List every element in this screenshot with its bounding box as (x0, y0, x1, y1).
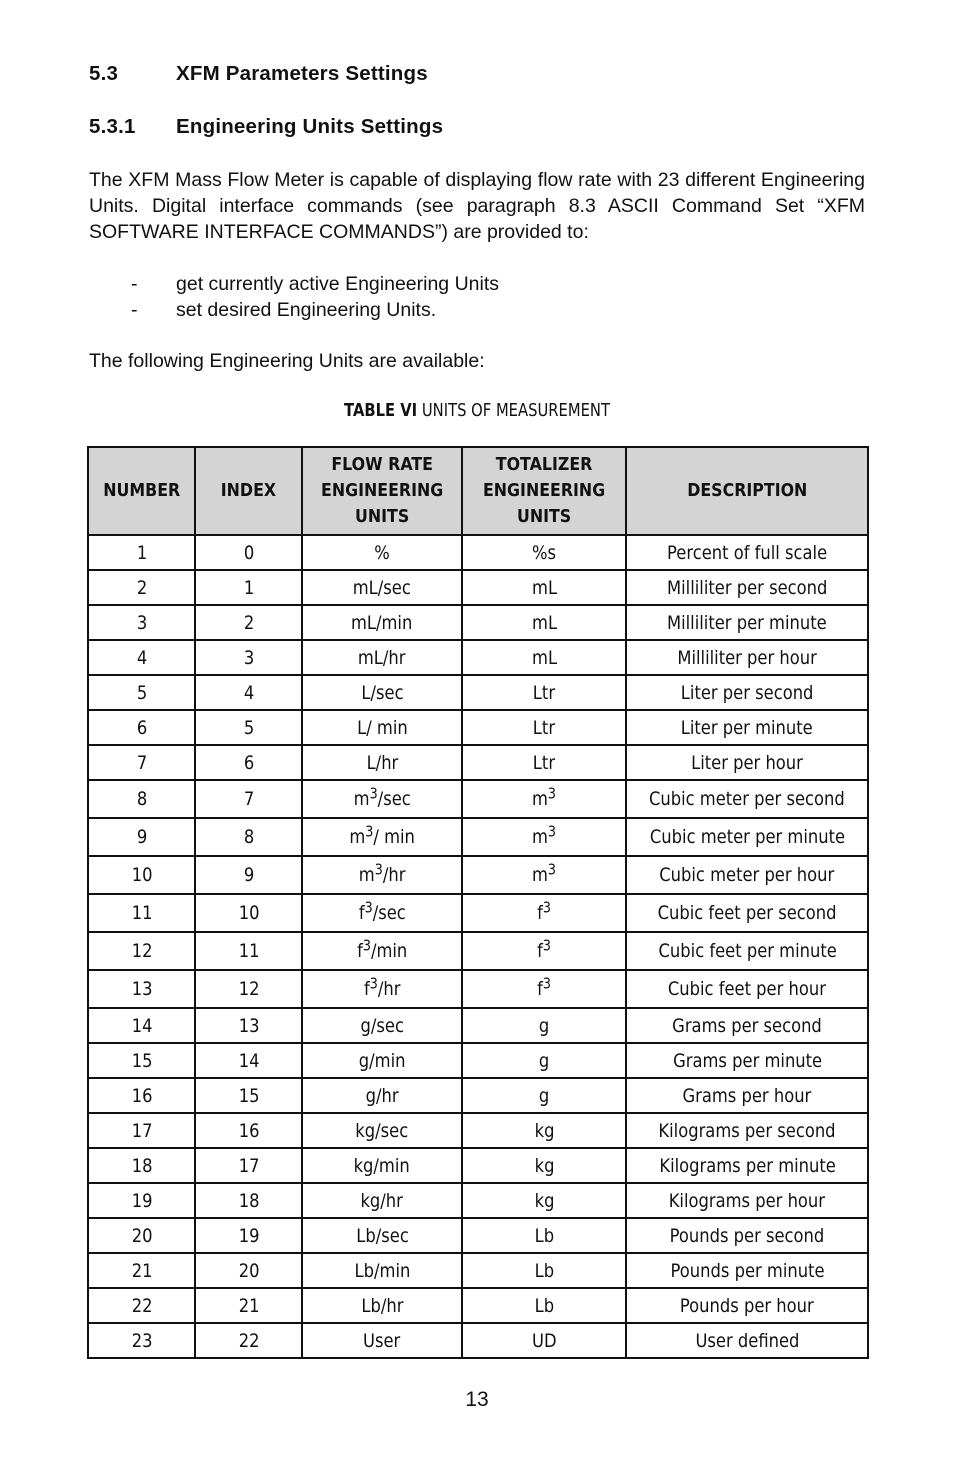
cell-flow-rate-units: $m^3/$ min (302, 818, 462, 856)
cell-number: 4 (88, 640, 195, 675)
cell-number: 5 (88, 675, 195, 710)
cell-index: 6 (195, 745, 302, 780)
table-row (88, 1078, 868, 1113)
cell-number: 18 (88, 1148, 195, 1183)
table-row (88, 605, 868, 640)
table-row (88, 710, 868, 745)
cell-index: 5 (195, 710, 302, 745)
cell-flow-rate-units: L/ min (302, 710, 462, 745)
cell-number: 3 (88, 605, 195, 640)
cell-description: Kilograms per second (626, 1113, 868, 1148)
available-units-paragraph: The following Engineering Units are available: (89, 350, 485, 372)
cell-totalizer-units: Lb (462, 1288, 626, 1323)
list-item-text: set desired Engineering Units. (176, 299, 437, 321)
cell-number: 14 (88, 1008, 195, 1043)
cell-description: Grams per hour (626, 1078, 868, 1113)
subsection-title: Engineering Units Settings (176, 115, 444, 138)
cell-flow-rate-units: L/sec (302, 675, 462, 710)
cell-index: 0 (195, 535, 302, 570)
header-description: DESCRIPTION (626, 447, 868, 535)
cell-index: 9 (195, 856, 302, 894)
table-caption (86, 400, 868, 421)
cell-number: 21 (88, 1253, 195, 1288)
cell-description: Percent of full scale (626, 535, 868, 570)
table-row (88, 1043, 868, 1078)
section-title: XFM Parameters Settings (176, 62, 428, 85)
list-dash: - (131, 273, 138, 295)
cell-number: 11 (88, 894, 195, 932)
table-row (88, 856, 868, 894)
table-row (88, 932, 868, 970)
cell-number: 2 (88, 570, 195, 605)
cell-index: 8 (195, 818, 302, 856)
cell-index: 15 (195, 1078, 302, 1113)
cell-totalizer-units: g (462, 1078, 626, 1113)
table-row (88, 1008, 868, 1043)
table-caption-text: UNITS OF MEASUREMENT (421, 400, 610, 421)
cell-description: Milliliter per second (626, 570, 868, 605)
header-totalizer-units: TOTALIZER ENGINEERING UNITS (462, 447, 626, 535)
page-number: 13 (465, 1388, 489, 1411)
cell-number: 13 (88, 970, 195, 1008)
header-flow-rate-units: FLOW RATE ENGINEERING UNITS (302, 447, 462, 535)
cell-flow-rate-units: mL/sec (302, 570, 462, 605)
cell-flow-rate-units: User (302, 1323, 462, 1358)
units-table (87, 446, 869, 1359)
table-row (88, 1148, 868, 1183)
cell-index: 20 (195, 1253, 302, 1288)
cell-description: Cubic meter per second (626, 780, 868, 818)
cell-description: Liter per minute (626, 710, 868, 745)
cell-totalizer-units: Ltr (462, 745, 626, 780)
cell-description: Liter per hour (626, 745, 868, 780)
cell-flow-rate-units: mL/min (302, 605, 462, 640)
cell-number: 22 (88, 1288, 195, 1323)
cell-totalizer-units: Ltr (462, 710, 626, 745)
cell-totalizer-units: UD (462, 1323, 626, 1358)
cell-number: 15 (88, 1043, 195, 1078)
table-row (88, 745, 868, 780)
table-row (88, 1218, 868, 1253)
section-heading (89, 62, 428, 86)
subsection-number: 5.3.1 (89, 115, 136, 138)
cell-totalizer-units: g (462, 1043, 626, 1078)
cell-flow-rate-units: L/hr (302, 745, 462, 780)
cell-description: Pounds per hour (626, 1288, 868, 1323)
cell-totalizer-units: $m^3$ (462, 856, 626, 894)
cell-index: 18 (195, 1183, 302, 1218)
cell-number: 9 (88, 818, 195, 856)
cell-description: Liter per second (626, 675, 868, 710)
cell-index: 14 (195, 1043, 302, 1078)
cell-totalizer-units: kg (462, 1113, 626, 1148)
table-row (88, 640, 868, 675)
cell-flow-rate-units: Lb/hr (302, 1288, 462, 1323)
cell-description: Cubic meter per hour (626, 856, 868, 894)
table-row (88, 675, 868, 710)
list-item (131, 271, 499, 297)
cell-number: 23 (88, 1323, 195, 1358)
cell-index: 12 (195, 970, 302, 1008)
table-row (88, 780, 868, 818)
cell-number: 8 (88, 780, 195, 818)
list-item (131, 297, 499, 323)
cell-index: 1 (195, 570, 302, 605)
section-number: 5.3 (89, 62, 119, 85)
table-row (88, 1288, 868, 1323)
cell-flow-rate-units: $m^3/hr$ (302, 856, 462, 894)
table-caption-label: TABLE VI (344, 400, 418, 421)
cell-number: 6 (88, 710, 195, 745)
intro-paragraph: The XFM Mass Flow Meter is capable of displaying flow rate with 23 different Engineering Units. Digital interface commands (see paragraph 8.3 ASCII Command Set “XFM SOFTWARE INTERFACE COMMANDS”) are provided to: (89, 169, 865, 243)
cell-totalizer-units: $f^3$ (462, 970, 626, 1008)
list-item-text: get currently active Engineering Units (176, 273, 499, 295)
cell-description: Grams per minute (626, 1043, 868, 1078)
table-row (88, 894, 868, 932)
cell-totalizer-units: $m^3$ (462, 818, 626, 856)
cell-number: 1 (88, 535, 195, 570)
cell-flow-rate-units: g/min (302, 1043, 462, 1078)
cell-number: 17 (88, 1113, 195, 1148)
cell-index: 10 (195, 894, 302, 932)
cell-flow-rate-units: Lb/sec (302, 1218, 462, 1253)
cell-totalizer-units: Ltr (462, 675, 626, 710)
subsection-heading (89, 115, 443, 139)
cell-totalizer-units: Lb (462, 1218, 626, 1253)
table-row (88, 535, 868, 570)
command-list (131, 271, 499, 323)
cell-description: Milliliter per hour (626, 640, 868, 675)
cell-flow-rate-units: g/sec (302, 1008, 462, 1043)
cell-description: Cubic meter per minute (626, 818, 868, 856)
cell-flow-rate-units: mL/hr (302, 640, 462, 675)
cell-description: Cubic feet per hour (626, 970, 868, 1008)
table-row (88, 970, 868, 1008)
cell-description: Grams per second (626, 1008, 868, 1043)
cell-flow-rate-units: kg/hr (302, 1183, 462, 1218)
cell-index: 13 (195, 1008, 302, 1043)
cell-description: Cubic feet per second (626, 894, 868, 932)
cell-description: Milliliter per minute (626, 605, 868, 640)
cell-flow-rate-units: $f^3/hr$ (302, 970, 462, 1008)
cell-number: 19 (88, 1183, 195, 1218)
header-index: INDEX (195, 447, 302, 535)
cell-flow-rate-units: $f^3/\min$ (302, 932, 462, 970)
cell-number: 7 (88, 745, 195, 780)
table-row (88, 1113, 868, 1148)
cell-index: 16 (195, 1113, 302, 1148)
cell-flow-rate-units: % (302, 535, 462, 570)
cell-number: 12 (88, 932, 195, 970)
cell-index: 3 (195, 640, 302, 675)
cell-index: 2 (195, 605, 302, 640)
cell-description: Kilograms per hour (626, 1183, 868, 1218)
cell-totalizer-units: $m^3$ (462, 780, 626, 818)
cell-totalizer-units: mL (462, 640, 626, 675)
table-row (88, 1323, 868, 1358)
cell-flow-rate-units: $f^3/\sec$ (302, 894, 462, 932)
cell-index: 11 (195, 932, 302, 970)
table-row (88, 818, 868, 856)
cell-description: User defined (626, 1323, 868, 1358)
cell-index: 17 (195, 1148, 302, 1183)
cell-totalizer-units: %s (462, 535, 626, 570)
cell-number: 16 (88, 1078, 195, 1113)
table-row (88, 1253, 868, 1288)
cell-totalizer-units: kg (462, 1148, 626, 1183)
cell-flow-rate-units: g/hr (302, 1078, 462, 1113)
cell-description: Cubic feet per minute (626, 932, 868, 970)
header-number: NUMBER (88, 447, 195, 535)
cell-totalizer-units: g (462, 1008, 626, 1043)
cell-number: 10 (88, 856, 195, 894)
cell-index: 7 (195, 780, 302, 818)
cell-totalizer-units: $f^3$ (462, 894, 626, 932)
cell-flow-rate-units: kg/min (302, 1148, 462, 1183)
cell-index: 4 (195, 675, 302, 710)
cell-totalizer-units: Lb (462, 1253, 626, 1288)
cell-description: Pounds per minute (626, 1253, 868, 1288)
table-row (88, 1183, 868, 1218)
cell-index: 21 (195, 1288, 302, 1323)
list-dash: - (131, 299, 138, 321)
cell-flow-rate-units: $m^3/\sec$ (302, 780, 462, 818)
table-header-row (88, 447, 868, 535)
cell-totalizer-units: $f^3$ (462, 932, 626, 970)
cell-index: 19 (195, 1218, 302, 1253)
cell-description: Kilograms per minute (626, 1148, 868, 1183)
cell-flow-rate-units: Lb/min (302, 1253, 462, 1288)
cell-flow-rate-units: kg/sec (302, 1113, 462, 1148)
cell-description: Pounds per second (626, 1218, 868, 1253)
cell-number: 20 (88, 1218, 195, 1253)
cell-index: 22 (195, 1323, 302, 1358)
table-row (88, 570, 868, 605)
table-body (88, 535, 868, 1358)
cell-totalizer-units: mL (462, 570, 626, 605)
cell-totalizer-units: mL (462, 605, 626, 640)
cell-totalizer-units: kg (462, 1183, 626, 1218)
